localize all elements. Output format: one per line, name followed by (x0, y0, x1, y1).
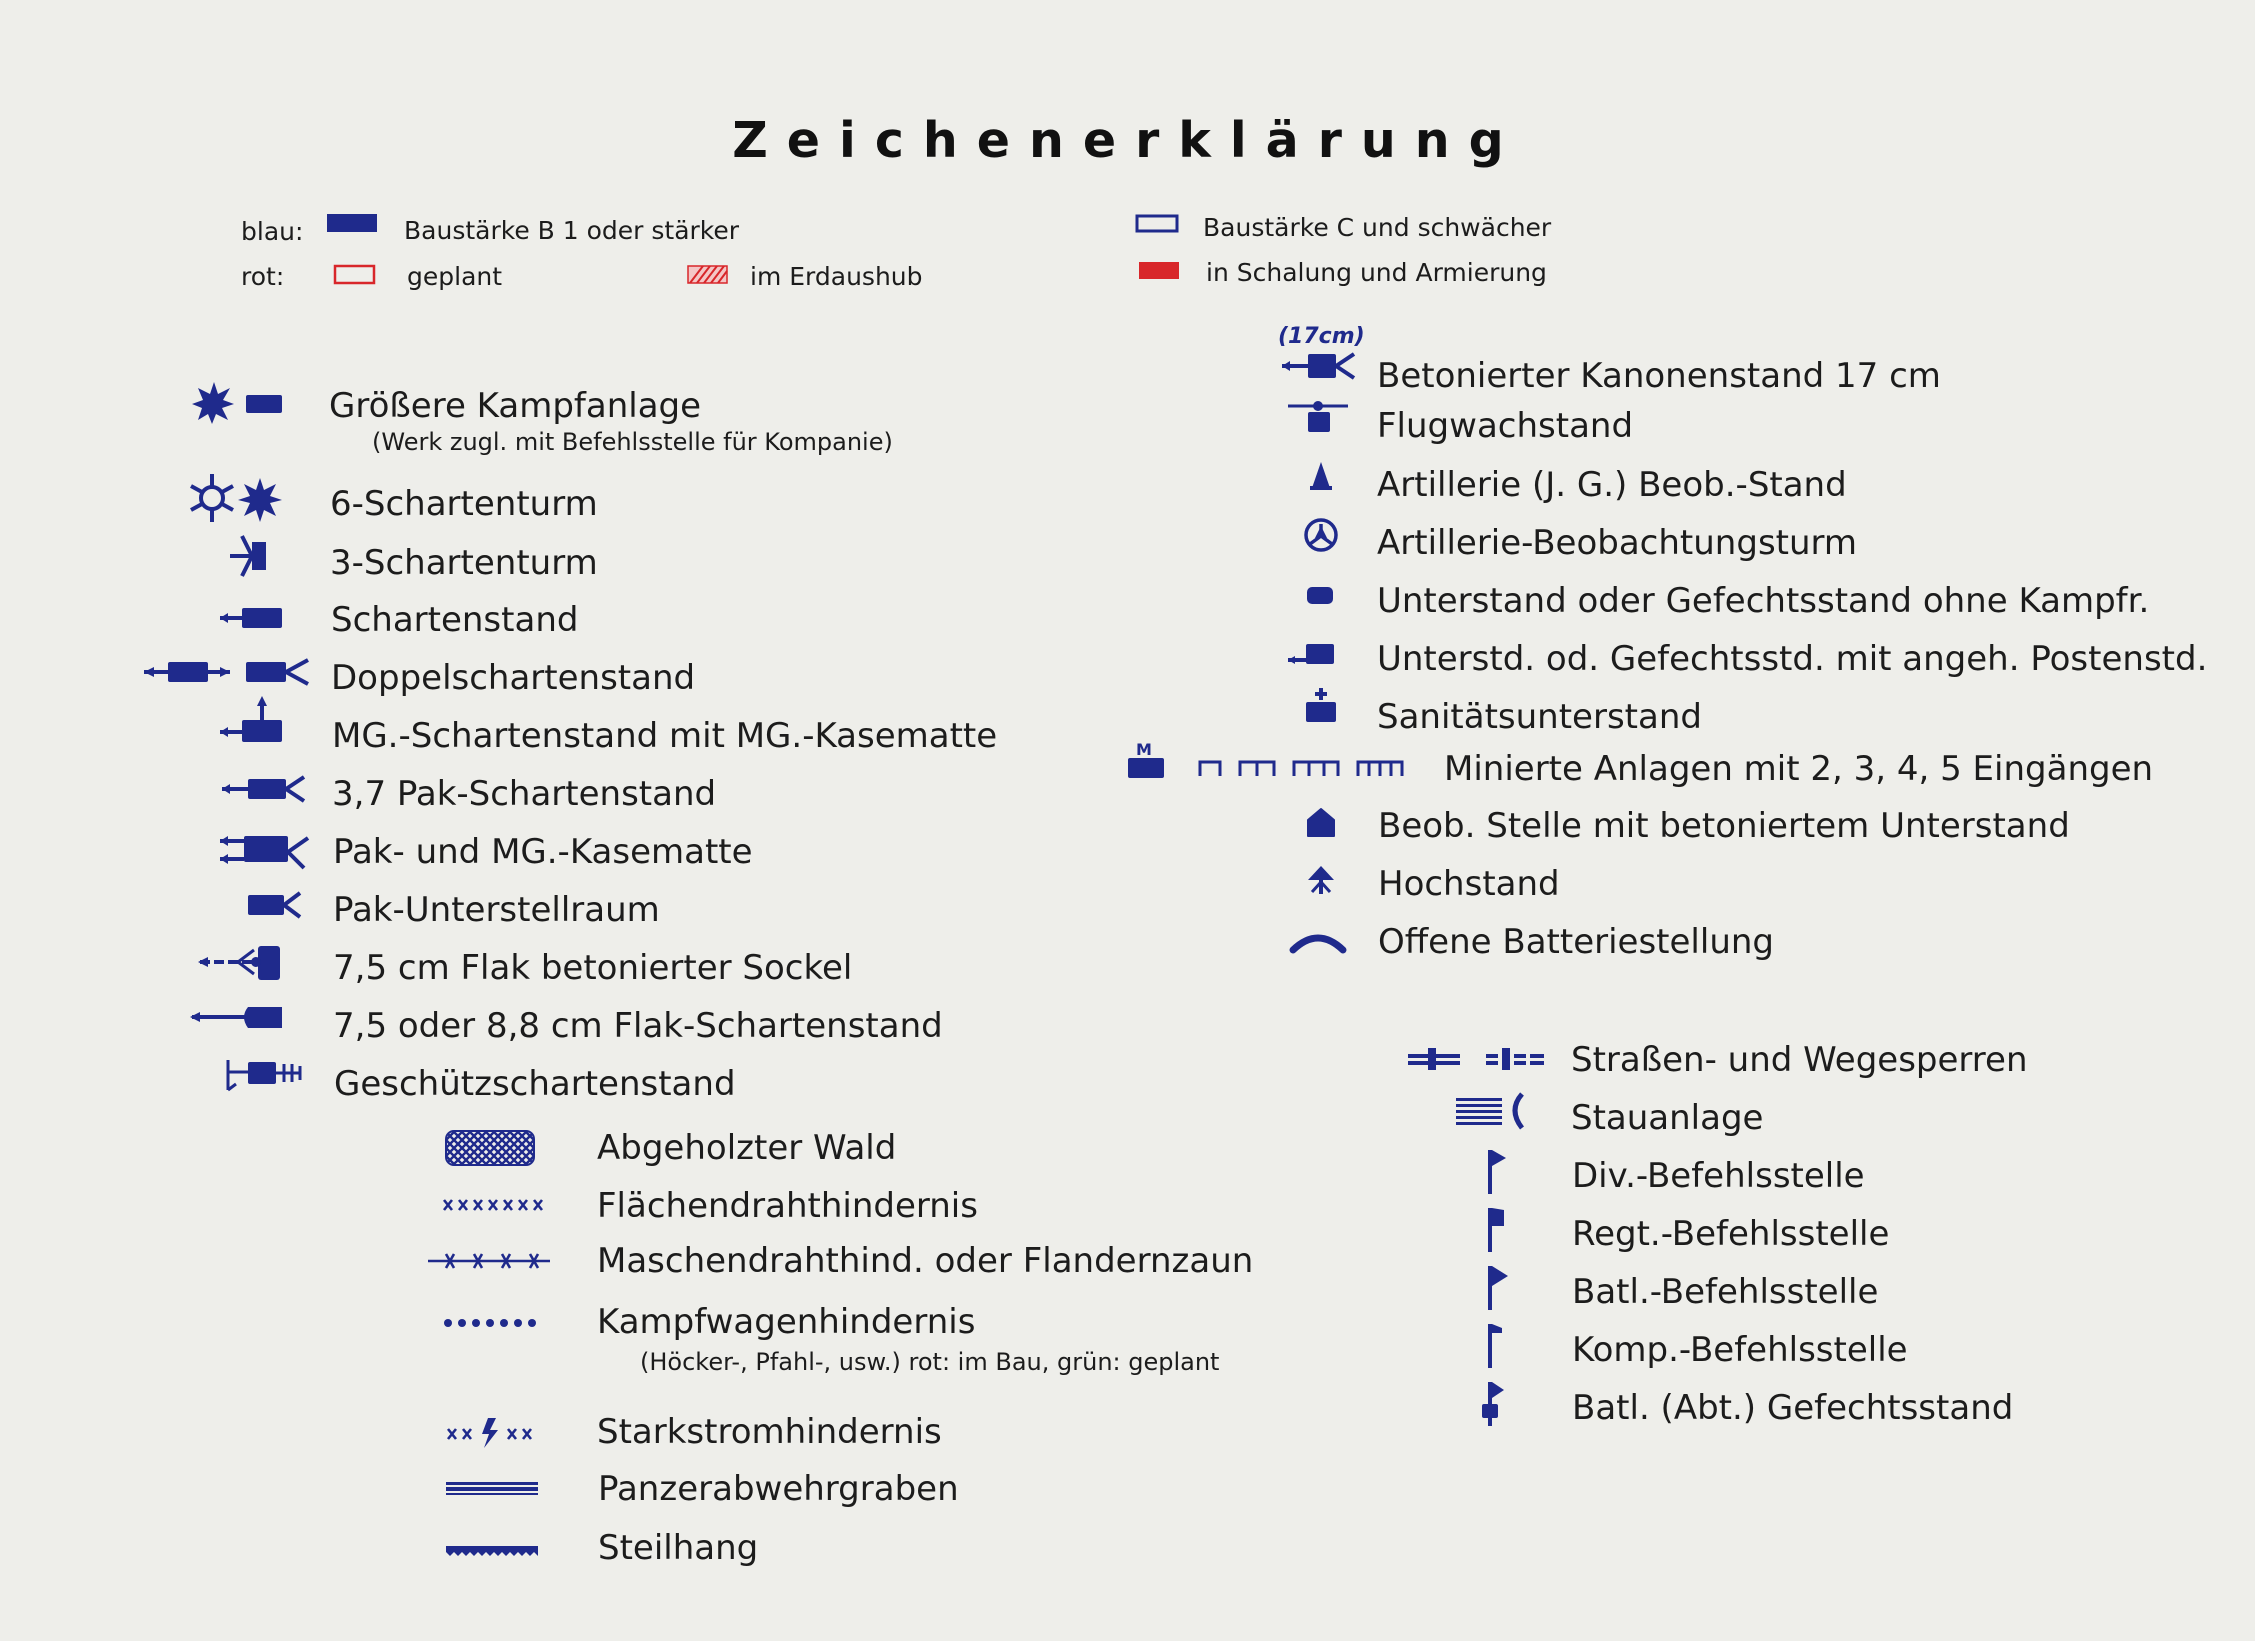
page-title: Zeichenerklärung (732, 112, 1523, 169)
steep-slope-icon (442, 1540, 542, 1560)
pak-37-icon (220, 774, 310, 804)
item-label: Größere Kampfanlage (329, 386, 702, 426)
item-label: 7,5 cm Flak betonierter Sockel (333, 948, 853, 988)
shelter-icon (1304, 584, 1336, 608)
artillery-observation-icon (1306, 460, 1336, 492)
battalion-flag-icon (1480, 1262, 1520, 1314)
dam-icon (1452, 1090, 1532, 1132)
item-label: Maschendrahthind. oder Flandernzaun (597, 1241, 1254, 1281)
open-battery-icon (1288, 926, 1348, 956)
regiment-flag-icon (1480, 1204, 1520, 1256)
three-embrasure-turret-icon (226, 530, 286, 580)
six-embrasure-turret-icon (186, 470, 286, 526)
item-label: 3-Schartenturm (330, 543, 598, 583)
gun-embrasure-icon (222, 1056, 308, 1096)
electric-obstacle-icon (444, 1416, 540, 1450)
star-and-block-icon (190, 378, 290, 426)
item-label: Komp.-Befehlsstelle (1572, 1330, 1908, 1370)
item-label: Geschützschartenstand (334, 1064, 736, 1104)
item-label: Offene Batteriestellung (1378, 922, 1774, 962)
planned-text: geplant (407, 262, 503, 291)
item-label: Hochstand (1378, 864, 1560, 904)
item-note: (Höcker-, Pfahl-, usw.) rot: im Bau, grün: geplant (640, 1348, 1220, 1376)
item-label: Sanitätsunterstand (1377, 697, 1702, 737)
item-label: Unterstand oder Gefechtsstand ohne Kampfr. (1377, 581, 2150, 621)
air-watch-icon (1284, 398, 1354, 434)
pak-shelter-icon (246, 890, 306, 920)
outline-red-block-icon (332, 262, 378, 288)
item-label: Straßen- und Wegesperren (1571, 1040, 2028, 1080)
observation-tower-icon (1302, 516, 1340, 554)
item-label: Regt.-Befehlsstelle (1572, 1214, 1890, 1254)
flak-socket-icon (196, 942, 286, 982)
c-text: Baustärke C und schwächer (1203, 213, 1552, 242)
mined-letter: M (1136, 740, 1152, 759)
flak-embrasure-icon (188, 1002, 288, 1032)
company-flag-icon (1480, 1320, 1520, 1372)
division-flag-icon (1480, 1146, 1520, 1198)
item-label: Pak- und MG.-Kasematte (333, 832, 753, 872)
anti-tank-ditch-icon (442, 1476, 542, 1500)
shelter-post-icon (1286, 640, 1340, 670)
wire-obstacle-icon (440, 1192, 552, 1218)
item-label: Batl.-Befehlsstelle (1572, 1272, 1879, 1312)
road-block-icon (1404, 1044, 1554, 1074)
item-label: Flächendrahthindernis (597, 1186, 978, 1226)
red-label: rot: (241, 262, 285, 291)
item-label: Artillerie (J. G.) Beob.-Stand (1377, 465, 1847, 505)
item-label: Abgeholzter Wald (597, 1128, 897, 1168)
item-label: Panzerabwehrgraben (598, 1469, 959, 1509)
item-label: MG.-Schartenstand mit MG.-Kasematte (332, 716, 998, 756)
raised-stand-icon (1304, 864, 1338, 898)
excavation-text: im Erdaushub (750, 262, 923, 291)
item-label: Starkstromhindernis (597, 1412, 942, 1452)
item-label: Schartenstand (331, 600, 579, 640)
solid-blue-block-icon (324, 210, 380, 238)
tank-obstacle-icon (440, 1310, 544, 1336)
item-label: Steilhang (598, 1528, 759, 1568)
observation-post-icon (1304, 806, 1338, 840)
b1-text: Baustärke B 1 oder stärker (404, 216, 740, 245)
cannon-17cm-icon (1280, 350, 1358, 382)
item-label: Artillerie-Beobachtungsturm (1377, 523, 1858, 563)
item-label: Betonierter Kanonenstand 17 cm (1377, 356, 1941, 396)
double-embrasure-icon (142, 656, 312, 688)
cleared-forest-icon (442, 1128, 538, 1168)
item-label: Kampfwagenhindernis (597, 1302, 976, 1342)
item-label: Div.-Befehlsstelle (1572, 1156, 1865, 1196)
item-label: 3,7 Pak-Schartenstand (332, 774, 717, 814)
item-label: Minierte Anlagen mit 2, 3, 4, 5 Eingängen (1444, 749, 2154, 789)
item-label: Pak-Unterstellraum (333, 890, 660, 930)
medical-shelter-icon (1302, 686, 1340, 726)
item-label: Batl. (Abt.) Gefechtsstand (1572, 1388, 2014, 1428)
item-note: (Werk zugl. mit Befehlsstelle für Kompanie) (372, 428, 893, 456)
outline-blue-block-icon (1134, 212, 1182, 238)
item-label: Doppelschartenstand (331, 658, 696, 698)
mesh-wire-icon (426, 1248, 554, 1274)
item-label: 6-Schartenturm (330, 484, 598, 524)
pak-mg-casemate-icon (218, 830, 314, 872)
item-label: 7,5 oder 8,8 cm Flak-Schartenstand (333, 1006, 943, 1046)
battalion-combat-flag-icon (1476, 1378, 1520, 1430)
caliber-text: (17cm) (1278, 324, 1365, 349)
item-label: Beob. Stelle mit betoniertem Unterstand (1378, 806, 2070, 846)
embrasure-position-icon (218, 604, 288, 632)
hatched-red-block-icon (685, 262, 731, 288)
formwork-text: in Schalung und Armierung (1206, 258, 1547, 287)
item-label: Unterstd. od. Gefechtsstd. mit angeh. Postenstd. (1377, 639, 2208, 679)
item-label: Stauanlage (1571, 1098, 1764, 1138)
blue-label: blau: (241, 217, 304, 246)
solid-red-block-icon (1136, 258, 1182, 284)
mg-casemate-icon (218, 694, 288, 746)
item-label: Flugwachstand (1377, 406, 1634, 446)
mined-installation-icon (1124, 742, 1404, 782)
